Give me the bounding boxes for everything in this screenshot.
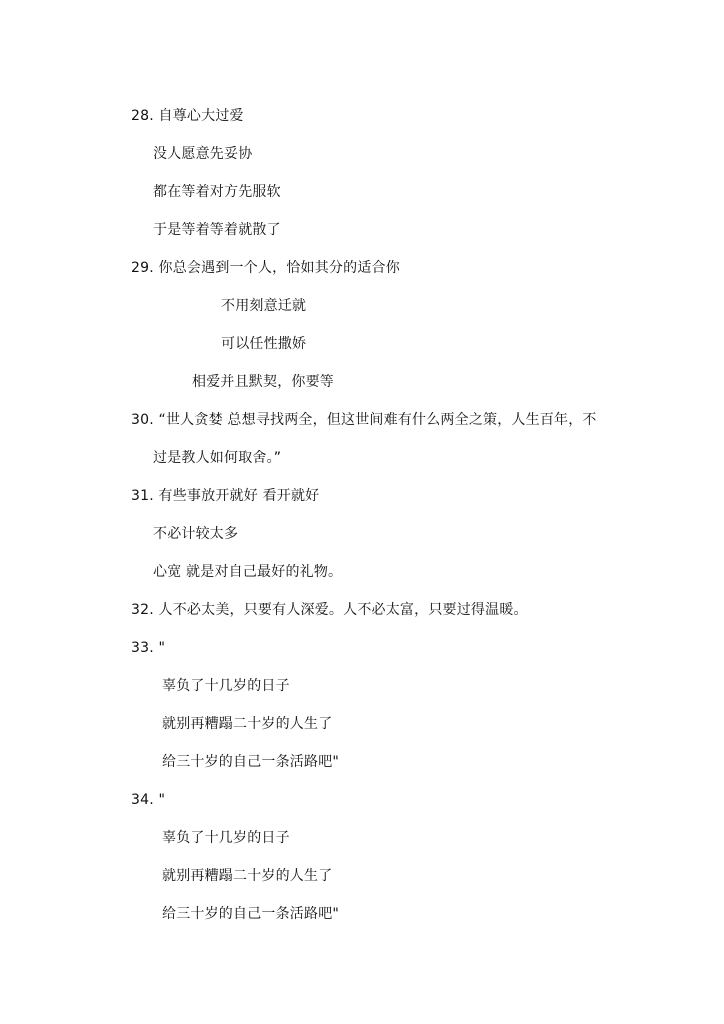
item-28-line-3: 于是等着等着就散了 bbox=[153, 222, 281, 238]
item-34-title: 34. " bbox=[131, 792, 166, 808]
item-30-line-1: 过是教人如何取舍。” bbox=[153, 450, 282, 466]
item-31-title: 31. 有些事放开就好 看开就好 bbox=[131, 488, 320, 504]
item-29-line-3: 相爱并且默契，你要等 bbox=[192, 374, 334, 390]
item-33-line-3: 给三十岁的自己一条活路吧" bbox=[162, 754, 340, 770]
item-31-line-1: 不必计较太多 bbox=[153, 526, 239, 542]
item-34-line-2: 就别再糟蹋二十岁的人生了 bbox=[162, 868, 333, 884]
item-33-title: 33. " bbox=[131, 640, 166, 656]
item-34-line-1: 辜负了十几岁的日子 bbox=[162, 830, 290, 846]
item-28-line-2: 都在等着对方先服软 bbox=[153, 184, 281, 200]
item-31-line-2: 心宽 就是对自己最好的礼物。 bbox=[153, 564, 343, 580]
item-29-line-1: 不用刻意迁就 bbox=[221, 298, 307, 314]
item-34-line-3: 给三十岁的自己一条活路吧" bbox=[162, 906, 340, 922]
item-28-line-1: 没人愿意先妥协 bbox=[153, 146, 253, 162]
item-30-title: 30. “世人贪婪 总想寻找两全，但这世间难有什么两全之策，人生百年，不 bbox=[131, 412, 597, 428]
item-33-line-1: 辜负了十几岁的日子 bbox=[162, 678, 290, 694]
item-32-title: 32. 人不必太美，只要有人深爱。人不必太富，只要过得温暖。 bbox=[131, 602, 528, 618]
item-33-line-2: 就别再糟蹋二十岁的人生了 bbox=[162, 716, 333, 732]
item-29-title: 29. 你总会遇到一个人，恰如其分的适合你 bbox=[131, 260, 400, 276]
item-29-line-2: 可以任性撒娇 bbox=[221, 336, 307, 352]
item-28-title: 28. 自尊心大过爱 bbox=[131, 108, 244, 124]
